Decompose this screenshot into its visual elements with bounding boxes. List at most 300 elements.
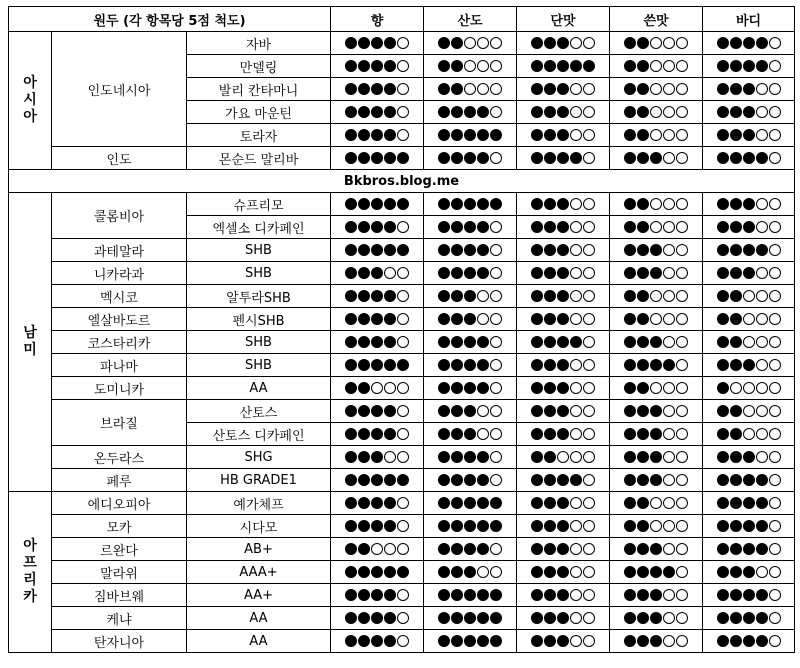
filled-dot-icon (717, 359, 729, 371)
empty-dot-icon (490, 290, 502, 302)
filled-dot-icon (544, 474, 556, 486)
filled-dot-icon (438, 106, 450, 118)
filled-dot-icon (438, 244, 450, 256)
filled-dot-icon (345, 60, 357, 72)
score-bitterness (610, 32, 703, 55)
filled-dot-icon (371, 474, 383, 486)
score-aroma (331, 354, 424, 377)
grade-name: SHB (187, 331, 331, 354)
country-name: 엘살바도르 (52, 308, 187, 331)
empty-dot-icon (570, 313, 582, 325)
empty-dot-icon (769, 83, 781, 95)
filled-dot-icon (464, 543, 476, 555)
empty-dot-icon (570, 198, 582, 210)
score-bitterness (610, 607, 703, 630)
score-sweetness (517, 216, 610, 239)
filled-dot-icon (345, 152, 357, 164)
filled-dot-icon (624, 612, 636, 624)
empty-dot-icon (663, 405, 675, 417)
empty-dot-icon (650, 129, 662, 141)
filled-dot-icon (371, 244, 383, 256)
filled-dot-icon (624, 589, 636, 601)
filled-dot-icon (531, 474, 543, 486)
empty-dot-icon (676, 106, 688, 118)
filled-dot-icon (544, 635, 556, 647)
score-body (703, 285, 795, 308)
empty-dot-icon (570, 290, 582, 302)
filled-dot-icon (451, 635, 463, 647)
empty-dot-icon (769, 474, 781, 486)
filled-dot-icon (451, 152, 463, 164)
filled-dot-icon (544, 451, 556, 463)
filled-dot-icon (650, 566, 662, 578)
empty-dot-icon (769, 382, 781, 394)
empty-dot-icon (769, 589, 781, 601)
filled-dot-icon (371, 405, 383, 417)
score-aroma (331, 32, 424, 55)
country-name: 페루 (52, 469, 187, 492)
empty-dot-icon (490, 451, 502, 463)
filled-dot-icon (743, 267, 755, 279)
country-name: 에디오피아 (52, 492, 187, 515)
empty-dot-icon (676, 83, 688, 95)
empty-dot-icon (570, 451, 582, 463)
filled-dot-icon (637, 313, 649, 325)
filled-dot-icon (345, 566, 357, 578)
filled-dot-icon (358, 60, 370, 72)
filled-dot-icon (371, 451, 383, 463)
empty-dot-icon (650, 313, 662, 325)
filled-dot-icon (637, 566, 649, 578)
filled-dot-icon (477, 497, 489, 509)
grade-name: 토라자 (187, 124, 331, 147)
score-bitterness (610, 423, 703, 446)
score-acidity (424, 446, 517, 469)
filled-dot-icon (345, 336, 357, 348)
empty-dot-icon (676, 566, 688, 578)
filled-dot-icon (637, 129, 649, 141)
grade-name: AA (187, 630, 331, 653)
empty-dot-icon (477, 428, 489, 440)
filled-dot-icon (438, 451, 450, 463)
score-sweetness (517, 331, 610, 354)
filled-dot-icon (544, 267, 556, 279)
filled-dot-icon (464, 612, 476, 624)
empty-dot-icon (650, 497, 662, 509)
score-aroma (331, 308, 424, 331)
score-bitterness (610, 377, 703, 400)
empty-dot-icon (769, 152, 781, 164)
score-sweetness (517, 630, 610, 653)
filled-dot-icon (570, 336, 582, 348)
empty-dot-icon (769, 543, 781, 555)
score-sweetness (517, 32, 610, 55)
filled-dot-icon (451, 60, 463, 72)
filled-dot-icon (345, 198, 357, 210)
table-row (9, 630, 795, 653)
empty-dot-icon (663, 497, 675, 509)
score-body (703, 55, 795, 78)
filled-dot-icon (624, 129, 636, 141)
filled-dot-icon (717, 543, 729, 555)
table-row (9, 538, 795, 561)
score-acidity (424, 630, 517, 653)
empty-dot-icon (769, 566, 781, 578)
score-sweetness (517, 538, 610, 561)
empty-dot-icon (583, 543, 595, 555)
empty-dot-icon (583, 474, 595, 486)
score-aroma (331, 78, 424, 101)
score-bitterness (610, 262, 703, 285)
filled-dot-icon (531, 244, 543, 256)
country-name: 콜롬비아 (52, 193, 187, 239)
score-body (703, 538, 795, 561)
empty-dot-icon (397, 106, 409, 118)
empty-dot-icon (650, 37, 662, 49)
empty-dot-icon (371, 382, 383, 394)
filled-dot-icon (451, 336, 463, 348)
filled-dot-icon (464, 221, 476, 233)
filled-dot-icon (544, 60, 556, 72)
grade-name: SHB (187, 239, 331, 262)
score-body (703, 354, 795, 377)
filled-dot-icon (345, 612, 357, 624)
country-name: 브라질 (52, 400, 187, 446)
filled-dot-icon (544, 612, 556, 624)
filled-dot-icon (371, 497, 383, 509)
empty-dot-icon (756, 129, 768, 141)
filled-dot-icon (371, 83, 383, 95)
filled-dot-icon (384, 37, 396, 49)
filled-dot-icon (345, 37, 357, 49)
score-body (703, 32, 795, 55)
score-acidity (424, 400, 517, 423)
filled-dot-icon (358, 543, 370, 555)
filled-dot-icon (358, 589, 370, 601)
filled-dot-icon (371, 129, 383, 141)
filled-dot-icon (438, 405, 450, 417)
filled-dot-icon (451, 290, 463, 302)
blog-banner: Bkbros.blog.me (9, 170, 795, 193)
filled-dot-icon (730, 198, 742, 210)
empty-dot-icon (583, 428, 595, 440)
filled-dot-icon (624, 336, 636, 348)
score-body (703, 423, 795, 446)
filled-dot-icon (557, 152, 569, 164)
table-row (9, 147, 795, 170)
filled-dot-icon (477, 520, 489, 532)
filled-dot-icon (730, 290, 742, 302)
country-name: 과테말라 (52, 239, 187, 262)
score-acidity (424, 354, 517, 377)
empty-dot-icon (769, 198, 781, 210)
filled-dot-icon (477, 635, 489, 647)
filled-dot-icon (371, 152, 383, 164)
empty-dot-icon (663, 474, 675, 486)
empty-dot-icon (583, 451, 595, 463)
grade-name: 발리 칸타마니 (187, 78, 331, 101)
filled-dot-icon (730, 405, 742, 417)
filled-dot-icon (358, 405, 370, 417)
score-acidity (424, 262, 517, 285)
filled-dot-icon (717, 405, 729, 417)
filled-dot-icon (637, 152, 649, 164)
filled-dot-icon (624, 382, 636, 394)
score-bitterness (610, 78, 703, 101)
score-body (703, 124, 795, 147)
empty-dot-icon (650, 106, 662, 118)
empty-dot-icon (490, 152, 502, 164)
filled-dot-icon (531, 543, 543, 555)
empty-dot-icon (397, 382, 409, 394)
empty-dot-icon (583, 589, 595, 601)
filled-dot-icon (358, 474, 370, 486)
filled-dot-icon (384, 152, 396, 164)
filled-dot-icon (384, 635, 396, 647)
filled-dot-icon (637, 543, 649, 555)
filled-dot-icon (477, 152, 489, 164)
filled-dot-icon (464, 336, 476, 348)
filled-dot-icon (371, 612, 383, 624)
filled-dot-icon (717, 60, 729, 72)
filled-dot-icon (464, 267, 476, 279)
score-aroma (331, 124, 424, 147)
empty-dot-icon (477, 37, 489, 49)
score-bitterness (610, 285, 703, 308)
filled-dot-icon (637, 106, 649, 118)
empty-dot-icon (769, 60, 781, 72)
filled-dot-icon (717, 566, 729, 578)
empty-dot-icon (583, 244, 595, 256)
grade-name: AB+ (187, 538, 331, 561)
empty-dot-icon (769, 497, 781, 509)
score-sweetness (517, 469, 610, 492)
filled-dot-icon (477, 612, 489, 624)
filled-dot-icon (663, 359, 675, 371)
filled-dot-icon (717, 244, 729, 256)
filled-dot-icon (438, 566, 450, 578)
filled-dot-icon (358, 267, 370, 279)
filled-dot-icon (544, 244, 556, 256)
filled-dot-icon (358, 37, 370, 49)
empty-dot-icon (557, 451, 569, 463)
score-bitterness (610, 308, 703, 331)
filled-dot-icon (451, 83, 463, 95)
filled-dot-icon (756, 635, 768, 647)
score-bitterness (610, 331, 703, 354)
filled-dot-icon (438, 198, 450, 210)
score-acidity (424, 607, 517, 630)
score-bitterness (610, 469, 703, 492)
score-acidity (424, 147, 517, 170)
header-bean: 원두 (각 항목당 5점 척도) (9, 7, 331, 32)
score-bitterness (610, 446, 703, 469)
filled-dot-icon (743, 589, 755, 601)
filled-dot-icon (384, 497, 396, 509)
filled-dot-icon (557, 313, 569, 325)
empty-dot-icon (676, 290, 688, 302)
filled-dot-icon (345, 451, 357, 463)
filled-dot-icon (345, 428, 357, 440)
empty-dot-icon (743, 313, 755, 325)
filled-dot-icon (384, 359, 396, 371)
empty-dot-icon (663, 267, 675, 279)
filled-dot-icon (544, 198, 556, 210)
filled-dot-icon (451, 474, 463, 486)
filled-dot-icon (451, 37, 463, 49)
empty-dot-icon (676, 198, 688, 210)
empty-dot-icon (570, 267, 582, 279)
filled-dot-icon (345, 589, 357, 601)
score-aroma (331, 561, 424, 584)
score-sweetness (517, 55, 610, 78)
empty-dot-icon (743, 290, 755, 302)
filled-dot-icon (650, 267, 662, 279)
filled-dot-icon (438, 336, 450, 348)
empty-dot-icon (397, 336, 409, 348)
score-sweetness (517, 446, 610, 469)
filled-dot-icon (464, 106, 476, 118)
empty-dot-icon (464, 83, 476, 95)
filled-dot-icon (637, 474, 649, 486)
filled-dot-icon (371, 336, 383, 348)
filled-dot-icon (531, 520, 543, 532)
empty-dot-icon (384, 382, 396, 394)
filled-dot-icon (531, 566, 543, 578)
filled-dot-icon (490, 129, 502, 141)
filled-dot-icon (717, 290, 729, 302)
empty-dot-icon (490, 60, 502, 72)
filled-dot-icon (730, 566, 742, 578)
empty-dot-icon (397, 543, 409, 555)
score-bitterness (610, 239, 703, 262)
filled-dot-icon (637, 589, 649, 601)
filled-dot-icon (451, 198, 463, 210)
table-row (9, 331, 795, 354)
empty-dot-icon (583, 37, 595, 49)
empty-dot-icon (663, 152, 675, 164)
empty-dot-icon (676, 37, 688, 49)
filled-dot-icon (730, 543, 742, 555)
filled-dot-icon (717, 313, 729, 325)
filled-dot-icon (557, 83, 569, 95)
filled-dot-icon (490, 198, 502, 210)
filled-dot-icon (490, 497, 502, 509)
filled-dot-icon (557, 37, 569, 49)
empty-dot-icon (570, 382, 582, 394)
filled-dot-icon (345, 520, 357, 532)
empty-dot-icon (583, 566, 595, 578)
filled-dot-icon (717, 474, 729, 486)
grade-name: 산토스 디카페인 (187, 423, 331, 446)
filled-dot-icon (730, 267, 742, 279)
score-aroma (331, 216, 424, 239)
filled-dot-icon (451, 129, 463, 141)
score-sweetness (517, 354, 610, 377)
region-char: 카 (23, 589, 37, 605)
score-sweetness (517, 561, 610, 584)
empty-dot-icon (397, 83, 409, 95)
score-body (703, 101, 795, 124)
filled-dot-icon (464, 589, 476, 601)
filled-dot-icon (650, 244, 662, 256)
filled-dot-icon (531, 290, 543, 302)
filled-dot-icon (438, 612, 450, 624)
filled-dot-icon (544, 566, 556, 578)
filled-dot-icon (557, 543, 569, 555)
filled-dot-icon (345, 635, 357, 647)
empty-dot-icon (756, 198, 768, 210)
grade-name: 만델링 (187, 55, 331, 78)
filled-dot-icon (531, 635, 543, 647)
filled-dot-icon (637, 336, 649, 348)
filled-dot-icon (717, 221, 729, 233)
filled-dot-icon (531, 221, 543, 233)
filled-dot-icon (345, 359, 357, 371)
empty-dot-icon (676, 267, 688, 279)
filled-dot-icon (531, 451, 543, 463)
grade-name: 산토스 (187, 400, 331, 423)
empty-dot-icon (583, 635, 595, 647)
filled-dot-icon (717, 37, 729, 49)
empty-dot-icon (769, 359, 781, 371)
score-body (703, 400, 795, 423)
filled-dot-icon (624, 290, 636, 302)
empty-dot-icon (397, 520, 409, 532)
filled-dot-icon (397, 198, 409, 210)
empty-dot-icon (756, 451, 768, 463)
filled-dot-icon (717, 152, 729, 164)
filled-dot-icon (624, 566, 636, 578)
score-sweetness (517, 124, 610, 147)
filled-dot-icon (544, 313, 556, 325)
filled-dot-icon (730, 451, 742, 463)
filled-dot-icon (477, 451, 489, 463)
grade-name: 엑셀소 디카페인 (187, 216, 331, 239)
filled-dot-icon (717, 497, 729, 509)
filled-dot-icon (477, 589, 489, 601)
filled-dot-icon (730, 37, 742, 49)
filled-dot-icon (451, 566, 463, 578)
empty-dot-icon (663, 635, 675, 647)
score-sweetness (517, 308, 610, 331)
table-row (9, 561, 795, 584)
filled-dot-icon (531, 428, 543, 440)
score-acidity (424, 285, 517, 308)
empty-dot-icon (397, 428, 409, 440)
filled-dot-icon (730, 497, 742, 509)
empty-dot-icon (769, 520, 781, 532)
empty-dot-icon (756, 106, 768, 118)
filled-dot-icon (717, 198, 729, 210)
empty-dot-icon (477, 313, 489, 325)
empty-dot-icon (490, 244, 502, 256)
filled-dot-icon (557, 290, 569, 302)
filled-dot-icon (371, 60, 383, 72)
score-bitterness (610, 147, 703, 170)
filled-dot-icon (477, 382, 489, 394)
filled-dot-icon (650, 451, 662, 463)
table-row (9, 377, 795, 400)
filled-dot-icon (756, 60, 768, 72)
filled-dot-icon (358, 83, 370, 95)
filled-dot-icon (438, 474, 450, 486)
empty-dot-icon (397, 451, 409, 463)
empty-dot-icon (650, 520, 662, 532)
empty-dot-icon (663, 382, 675, 394)
filled-dot-icon (717, 428, 729, 440)
filled-dot-icon (743, 83, 755, 95)
